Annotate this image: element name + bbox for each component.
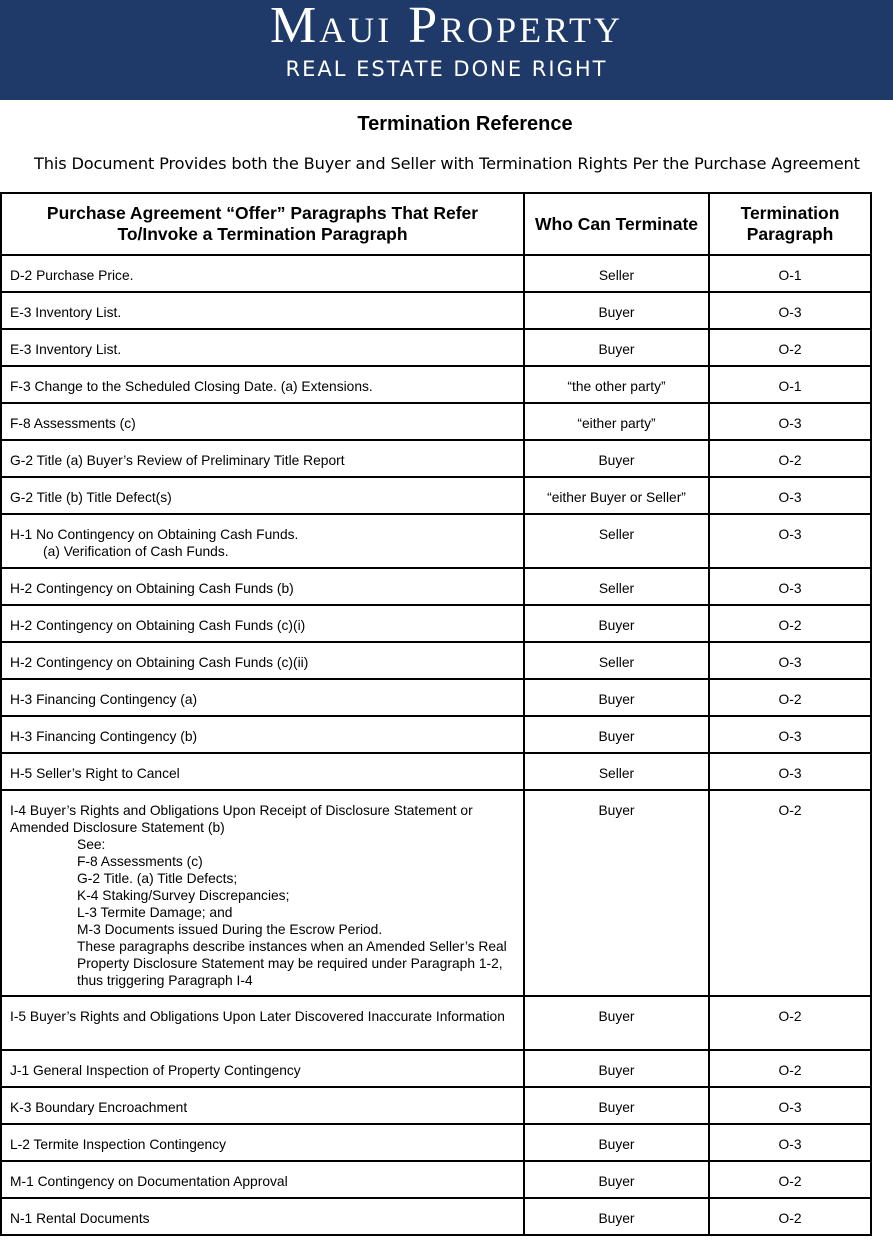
paragraph-text: H-1 No Contingency on Obtaining Cash Funds.: [10, 527, 299, 542]
termination-paragraph-cell: O-3: [709, 477, 871, 514]
termination-paragraph-cell: O-2: [709, 679, 871, 716]
paragraph-note: K-4 Staking/Survey Discrepancies;: [77, 888, 290, 903]
termination-paragraph-cell: O-2: [709, 996, 871, 1050]
termination-paragraph-cell: O-2: [709, 1161, 871, 1198]
table-row: [1, 329, 871, 366]
table-row: [1, 403, 871, 440]
table-row: [1, 790, 871, 996]
table-header-row: [1, 193, 871, 255]
document-title: Termination Reference: [357, 113, 573, 135]
header-paragraphs: Purchase Agreement “Offer” Paragraphs That Refer To/Invoke a Termination Paragraph: [1, 193, 524, 255]
paragraph-cell: [1, 1161, 524, 1198]
termination-paragraph-cell: O-2: [709, 329, 871, 366]
paragraph-text: L-2 Termite Inspection Contingency: [10, 1137, 227, 1152]
termination-paragraph-cell: O-3: [709, 642, 871, 679]
paragraph-cell: [1, 403, 524, 440]
who-can-terminate-cell: Buyer: [524, 329, 709, 366]
table-row: [1, 1124, 871, 1161]
paragraph-text: H-3 Financing Contingency (a): [10, 692, 198, 707]
table-row: [1, 716, 871, 753]
who-can-terminate-cell: Buyer: [524, 1124, 709, 1161]
paragraph-note: See:: [77, 837, 106, 852]
table-row: [1, 642, 871, 679]
brand-logo: Maui Property: [270, 0, 623, 54]
paragraph-note: L-3 Termite Damage; and: [77, 905, 233, 920]
who-can-terminate-cell: Seller: [524, 642, 709, 679]
paragraph-cell: [1, 1050, 524, 1087]
termination-paragraph-cell: O-3: [709, 292, 871, 329]
paragraph-text: J-1 General Inspection of Property Contingency: [10, 1063, 301, 1078]
header-who-can-terminate: Who Can Terminate: [524, 193, 709, 255]
paragraph-text: H-2 Contingency on Obtaining Cash Funds (c)(i): [10, 618, 306, 633]
who-can-terminate-cell: Buyer: [524, 790, 709, 996]
paragraph-note: M-3 Documents issued During the Escrow Period.: [77, 922, 383, 937]
paragraph-text: F-3 Change to the Scheduled Closing Date. (a) Extensions.: [10, 379, 373, 394]
paragraph-cell: [1, 568, 524, 605]
paragraph-text: H-2 Contingency on Obtaining Cash Funds (c)(ii): [10, 655, 309, 670]
termination-paragraph-cell: O-2: [709, 605, 871, 642]
paragraph-text: H-3 Financing Contingency (b): [10, 729, 198, 744]
header-termination-paragraph: Termination Paragraph: [709, 193, 871, 255]
who-can-terminate-cell: “either party”: [524, 403, 709, 440]
who-can-terminate-cell: Buyer: [524, 1087, 709, 1124]
paragraph-text: G-2 Title (b) Title Defect(s): [10, 490, 172, 505]
table-row: [1, 1050, 871, 1087]
who-can-terminate-cell: Buyer: [524, 679, 709, 716]
who-can-terminate-cell: Buyer: [524, 292, 709, 329]
paragraph-text: G-2 Title (a) Buyer’s Review of Preliminary Title Report: [10, 453, 345, 468]
table-body: [1, 255, 871, 1235]
table-row: [1, 440, 871, 477]
paragraph-cell: [1, 716, 524, 753]
header-banner: [0, 0, 893, 100]
termination-paragraph-cell: O-2: [709, 1050, 871, 1087]
paragraph-cell: [1, 1124, 524, 1161]
paragraph-text: I-4 Buyer’s Rights and Obligations Upon Receipt of Disclosure Statement or Amended Disclosure Statement (b): [10, 803, 473, 835]
table-row: [1, 1161, 871, 1198]
table-row: [1, 753, 871, 790]
table-row: [1, 996, 871, 1050]
paragraph-note: G-2 Title. (a) Title Defects;: [77, 871, 238, 886]
paragraph-cell: [1, 292, 524, 329]
who-can-terminate-cell: Seller: [524, 753, 709, 790]
brand-tagline: REAL ESTATE DONE RIGHT: [285, 57, 608, 81]
termination-paragraph-cell: O-2: [709, 1198, 871, 1235]
paragraph-subitem: (a) Verification of Cash Funds.: [43, 544, 229, 559]
paragraph-text: H-5 Seller’s Right to Cancel: [10, 766, 180, 781]
who-can-terminate-cell: Seller: [524, 568, 709, 605]
paragraph-cell: [1, 642, 524, 679]
paragraph-cell: [1, 1087, 524, 1124]
document-subtitle: This Document Provides both the Buyer and Seller with Termination Rights Per the Purchase Agreement: [34, 154, 860, 173]
table-row: [1, 477, 871, 514]
paragraph-text: H-2 Contingency on Obtaining Cash Funds (b): [10, 581, 294, 596]
who-can-terminate-cell: Buyer: [524, 440, 709, 477]
who-can-terminate-cell: Buyer: [524, 1198, 709, 1235]
paragraph-cell: [1, 679, 524, 716]
who-can-terminate-cell: “the other party”: [524, 366, 709, 403]
paragraph-text: E-3 Inventory List.: [10, 342, 122, 357]
paragraph-cell: [1, 1198, 524, 1235]
who-can-terminate-cell: Buyer: [524, 1050, 709, 1087]
termination-paragraph-cell: O-3: [709, 514, 871, 568]
table-row: [1, 255, 871, 292]
termination-paragraph-cell: O-3: [709, 716, 871, 753]
paragraph-text: E-3 Inventory List.: [10, 305, 122, 320]
table-row: [1, 366, 871, 403]
termination-paragraph-cell: O-2: [709, 790, 871, 996]
paragraph-cell: [1, 753, 524, 790]
paragraph-cell: [1, 477, 524, 514]
who-can-terminate-cell: Buyer: [524, 996, 709, 1050]
paragraph-text: I-5 Buyer’s Rights and Obligations Upon Later Discovered Inaccurate Information: [10, 1009, 505, 1024]
paragraph-cell: [1, 366, 524, 403]
table-row: [1, 679, 871, 716]
table-row: [1, 514, 871, 568]
termination-paragraph-cell: O-3: [709, 568, 871, 605]
termination-paragraph-cell: O-3: [709, 1087, 871, 1124]
paragraph-text: D-2 Purchase Price.: [10, 268, 134, 283]
termination-table: [0, 192, 872, 1236]
who-can-terminate-cell: Buyer: [524, 1161, 709, 1198]
who-can-terminate-cell: Buyer: [524, 716, 709, 753]
paragraph-note: F-8 Assessments (c): [77, 854, 203, 869]
termination-paragraph-cell: O-3: [709, 753, 871, 790]
who-can-terminate-cell: Seller: [524, 255, 709, 292]
table-row: [1, 292, 871, 329]
paragraph-text: F-8 Assessments (c): [10, 416, 136, 431]
paragraph-cell: [1, 790, 524, 996]
paragraph-cell: [1, 255, 524, 292]
who-can-terminate-cell: Buyer: [524, 605, 709, 642]
paragraph-cell: [1, 440, 524, 477]
who-can-terminate-cell: “either Buyer or Seller”: [524, 477, 709, 514]
termination-paragraph-cell: O-1: [709, 255, 871, 292]
termination-paragraph-cell: O-1: [709, 366, 871, 403]
termination-paragraph-cell: O-3: [709, 1124, 871, 1161]
paragraph-cell: [1, 996, 524, 1050]
paragraph-text: N-1 Rental Documents: [10, 1211, 150, 1226]
table-row: [1, 1198, 871, 1235]
paragraph-cell: [1, 514, 524, 568]
termination-paragraph-cell: O-2: [709, 440, 871, 477]
table-row: [1, 568, 871, 605]
termination-paragraph-cell: O-3: [709, 403, 871, 440]
who-can-terminate-cell: Seller: [524, 514, 709, 568]
paragraph-text: K-3 Boundary Encroachment: [10, 1100, 188, 1115]
paragraph-cell: [1, 605, 524, 642]
table-row: [1, 605, 871, 642]
paragraph-cell: [1, 329, 524, 366]
table-row: [1, 1087, 871, 1124]
paragraph-note: These paragraphs describe instances when an Amended Seller’s Real Property Disclosure Statement may be required under Paragraph 1-2, thus triggering Paragraph I-4: [77, 939, 507, 988]
paragraph-text: M-1 Contingency on Documentation Approval: [10, 1174, 288, 1189]
